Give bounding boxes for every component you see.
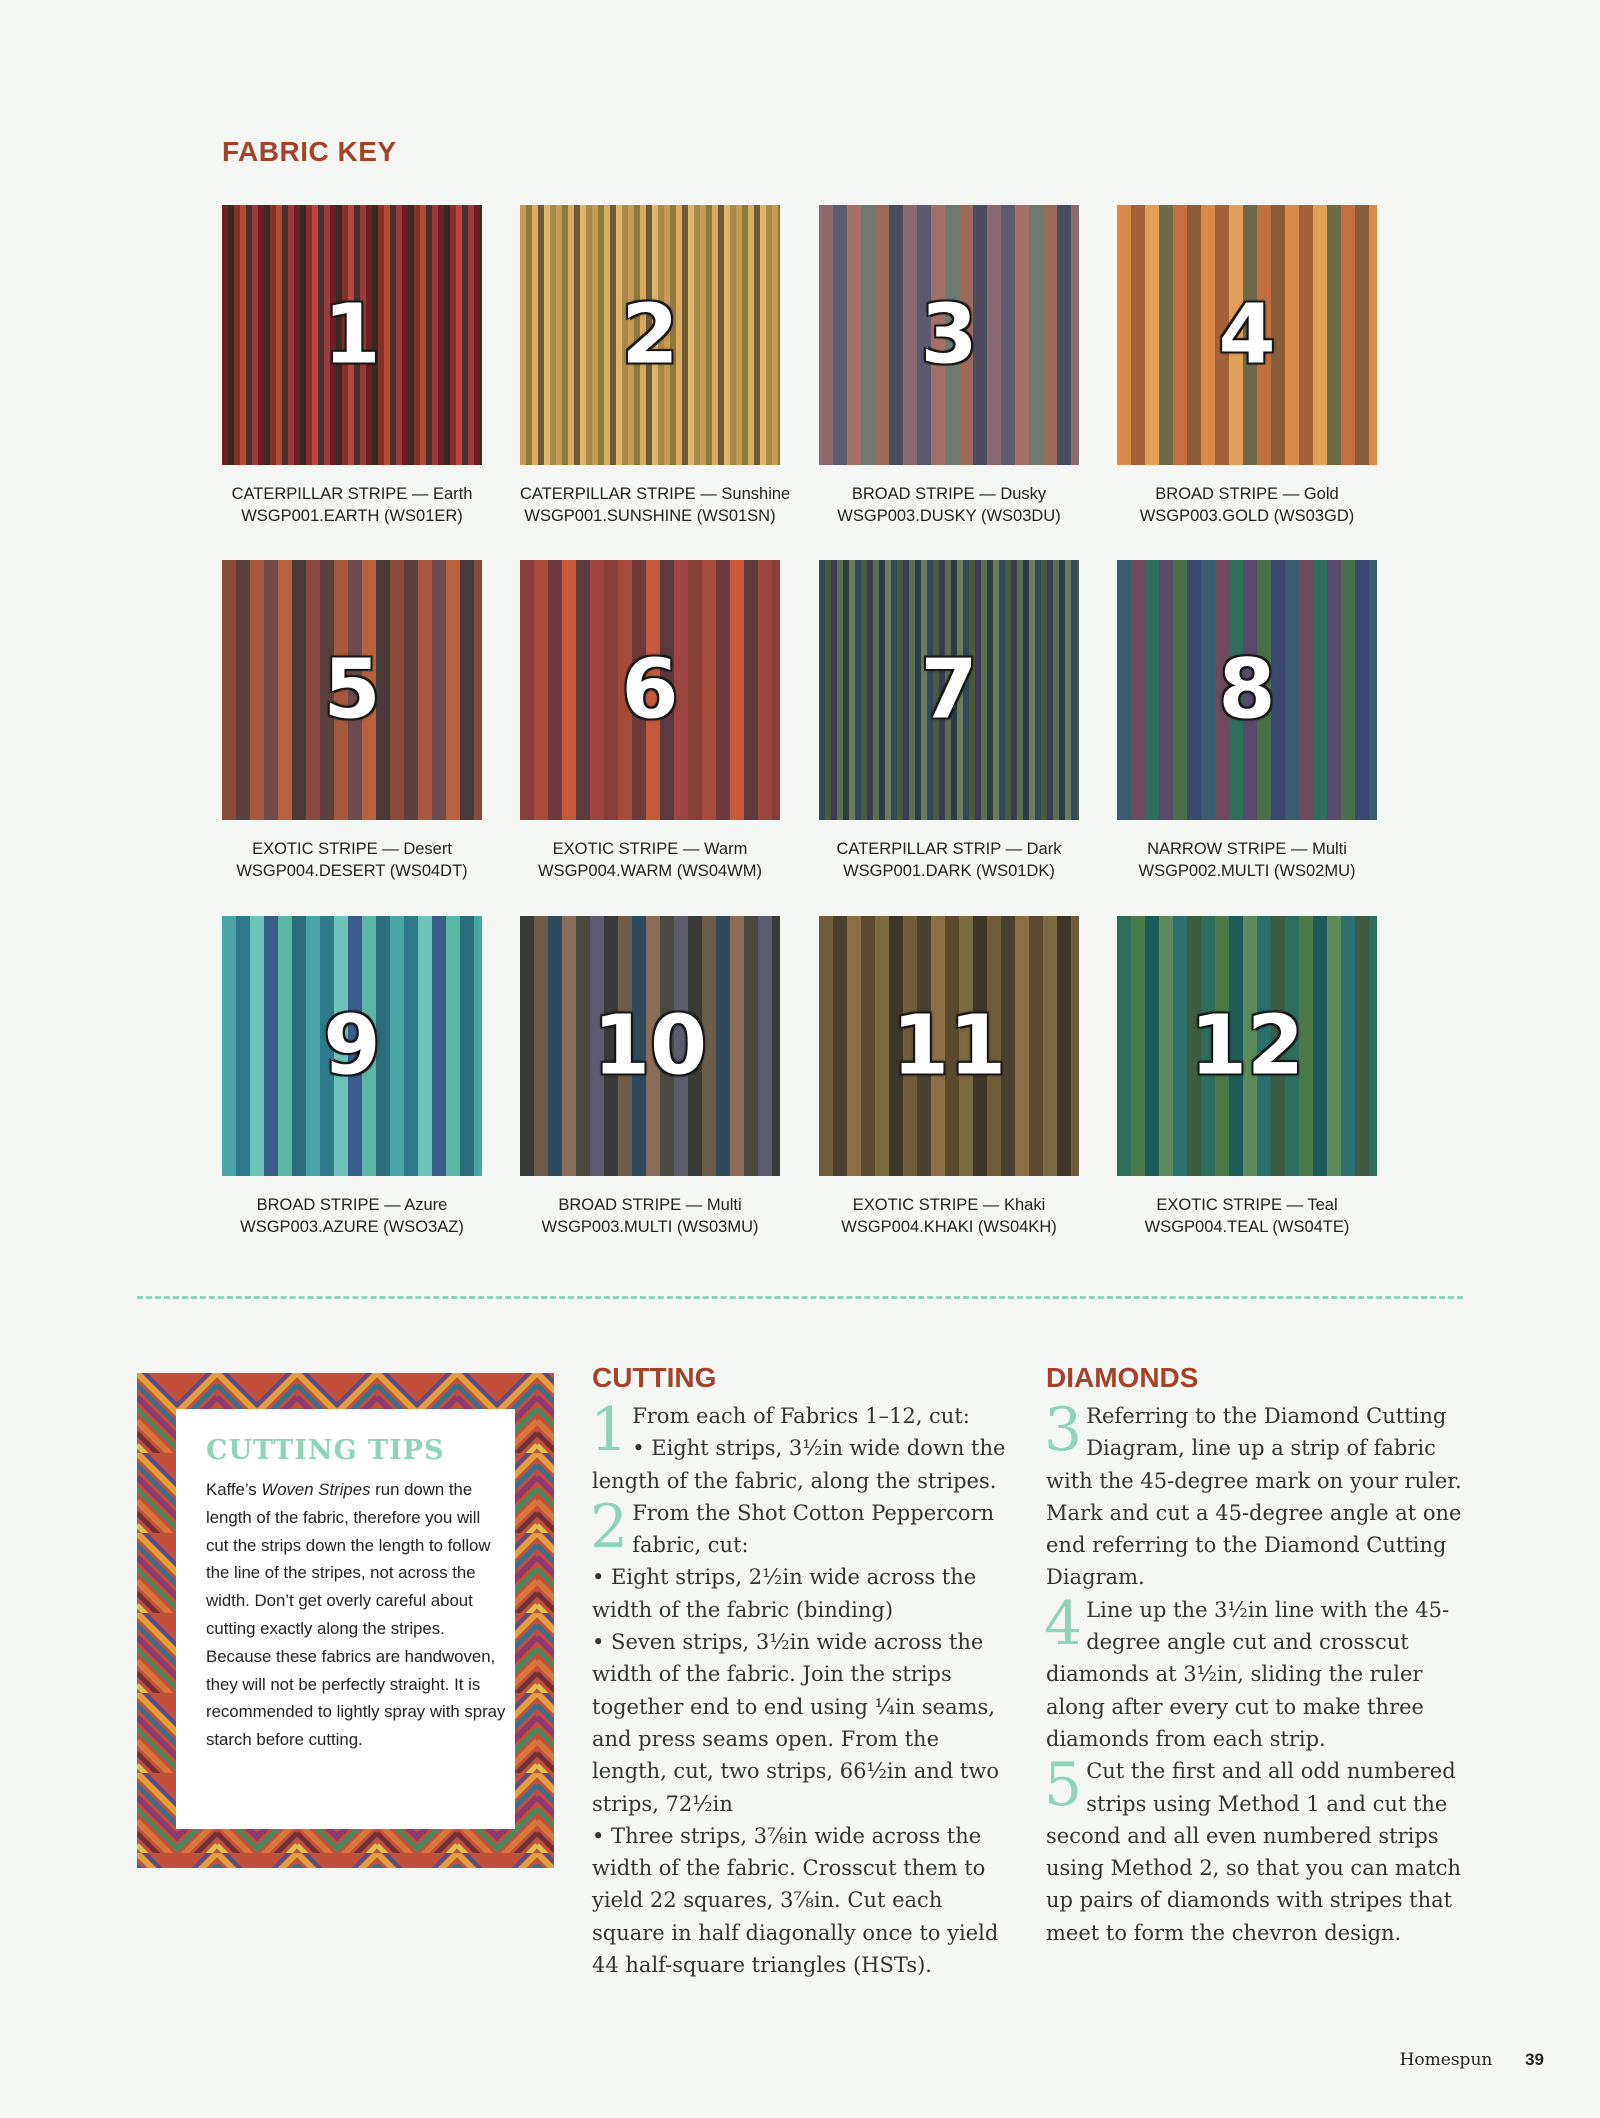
fabric-caption <box>520 838 780 882</box>
fabric-name: EXOTIC STRIPE — Teal <box>1156 1196 1338 1214</box>
fabric-caption <box>222 483 482 527</box>
fabric-code: WSGP003.GOLD (WS03GD) <box>1139 507 1355 525</box>
fabric-name: NARROW STRIPE — Multi <box>1147 840 1347 858</box>
fabric-name: CATERPILLAR STRIPE — Sunshine <box>520 485 791 503</box>
step-number-3: 3 <box>1044 1395 1083 1465</box>
diamonds-step-3: 3 Referring to the Diamond Cutting Diagram, line up a strip of fabric with the 45-degree mark on your ruler. Mark and cut a 45-degree angle at one end referring to the Diamond Cutting Diagram. <box>1044 1395 1462 1590</box>
diamonds-step-5: 5 Cut the first and all odd numbered strips using Method 1 and cut the second and all even numbered strips using Method 2, so that you can match up pairs of diamonds with stripes that meet to form the chevron design. <box>1044 1750 1462 1945</box>
fabric-code: WSGP001.SUNSHINE (WS01SN) <box>524 507 776 525</box>
fabric-number: 2 <box>621 287 679 383</box>
fabric-caption <box>222 838 482 882</box>
fabric-caption <box>520 1194 780 1238</box>
magazine-name: Homespun <box>1399 2050 1493 2070</box>
fabric-code: WSGP004.WARM (WS04WM) <box>538 862 762 880</box>
fabric-card-3 <box>819 205 1079 527</box>
fabric-swatch <box>222 560 482 820</box>
step-number-2: 2 <box>590 1491 629 1562</box>
fabric-number: 4 <box>1218 287 1276 383</box>
fabric-code: WSGP003.AZURE (WSO3AZ) <box>240 1218 464 1236</box>
fabric-card-12 <box>1117 916 1377 1238</box>
step-number-1: 1 <box>590 1395 629 1465</box>
fabric-name: EXOTIC STRIPE — Desert <box>252 840 452 858</box>
fabric-caption <box>819 483 1079 527</box>
fabric-code: WSGP004.KHAKI (WS04KH) <box>841 1218 1057 1236</box>
fabric-number: 5 <box>323 642 381 738</box>
cutting-step-1: 1 From each of Fabrics 1–12, cut: • Eight strips, 3½in wide down the length of the fabric, along the stripes. <box>590 1395 1006 1493</box>
fabric-code: WSGP001.DARK (WS01DK) <box>843 862 1055 880</box>
cutting-title: CUTTING <box>592 1362 717 1393</box>
fabric-number: 3 <box>920 287 978 383</box>
fabric-name: BROAD STRIPE — Dusky <box>851 485 1047 503</box>
fabric-card-5 <box>222 560 482 882</box>
fabric-card-7 <box>819 560 1079 882</box>
fabric-swatch <box>520 560 780 820</box>
step-number-4: 4 <box>1044 1588 1083 1659</box>
fabric-number: 8 <box>1218 642 1276 738</box>
fabric-number: 1 <box>323 287 381 383</box>
cutting-step-2: 2 From the Shot Cotton Peppercorn fabric, cut: <box>590 1491 995 1562</box>
fabric-number: 6 <box>621 642 679 738</box>
fabric-card-4 <box>1117 205 1377 527</box>
cutting-column <box>592 1362 1012 1981</box>
fabric-key-title: FABRIC KEY <box>222 136 397 167</box>
fabric-number: 9 <box>323 998 381 1094</box>
page-footer <box>1400 2050 1544 2070</box>
fabric-swatch <box>520 205 780 465</box>
fabric-caption <box>520 483 791 527</box>
cutting-tips-panel <box>176 1409 515 1829</box>
fabric-code: WSGP004.DESERT (WS04DT) <box>236 862 468 880</box>
fabric-name: CATERPILLAR STRIP — Dark <box>836 840 1062 858</box>
fabric-card-8 <box>1117 560 1377 882</box>
fabric-code: WSGP003.DUSKY (WS03DU) <box>837 507 1061 525</box>
fabric-card-9 <box>222 916 482 1238</box>
cutting-tips-box <box>137 1373 554 1868</box>
fabric-code: WSGP002.MULTI (WS02MU) <box>1138 862 1356 880</box>
fabric-caption <box>1117 1194 1377 1238</box>
cutting-step-2-bullet-3: • Three strips, 3⅞in wide across the width of the fabric. Crosscut them to yield 22 squares, 3⅞in. Cut each square in half diagonally once to yield 44 half-square triangles (HSTs). <box>592 1823 999 1978</box>
cutting-step-2-bullet-2: • Seven strips, 3½in wide across the width of the fabric. Join the strips together end to end using ¼in seams, and press seams open. From the length, cut, two strips, 66½in and two strips, 72½in <box>592 1630 999 1816</box>
fabric-code: WSGP004.TEAL (WS04TE) <box>1144 1218 1350 1236</box>
fabric-caption <box>819 1194 1079 1238</box>
fabric-name: EXOTIC STRIPE — Khaki <box>852 1196 1046 1214</box>
fabric-swatch <box>520 916 780 1176</box>
fabric-name: CATERPILLAR STRIPE — Earth <box>231 485 473 503</box>
fabric-number: 12 <box>1189 998 1305 1094</box>
fabric-code: WSGP001.EARTH (WS01ER) <box>241 507 463 525</box>
fabric-number: 10 <box>592 998 708 1094</box>
diamonds-column <box>1046 1362 1466 1949</box>
cutting-tips-title: CUTTING TIPS <box>206 1435 445 1466</box>
fabric-swatch <box>222 205 482 465</box>
fabric-caption <box>1117 483 1377 527</box>
fabric-card-2 <box>520 205 791 527</box>
fabric-swatch <box>1117 205 1377 465</box>
fabric-swatch <box>222 916 482 1176</box>
cutting-tips-text: Kaffe’s Woven Stripes run down the length of the fabric, therefore you will cut the strips down the length to follow the line of the stripes, not across the width. Don’t get overly careful about cutting exactly along the stripes. Because these fabrics are handwoven, they will not be perfectly straight. It is recommended to lightly spray with spray starch before cutting. <box>206 1480 506 1750</box>
fabric-number: 11 <box>891 998 1007 1094</box>
diamonds-step-4: 4 Line up the 3½in line with the 45-degree angle cut and crosscut diamonds at 3½in, sliding the ruler along after every cut to make three diamonds from each strip. <box>1044 1588 1450 1751</box>
page-number: 39 <box>1525 2050 1544 2069</box>
fabric-swatch <box>819 205 1079 465</box>
cutting-step-2-bullet-1: • Eight strips, 2½in wide across the width of the fabric (binding) <box>592 1565 977 1622</box>
fabric-swatch <box>819 560 1079 820</box>
fabric-swatch <box>819 916 1079 1176</box>
fabric-swatch <box>1117 560 1377 820</box>
fabric-caption <box>1117 838 1377 882</box>
fabric-card-6 <box>520 560 780 882</box>
fabric-code: WSGP003.MULTI (WS03MU) <box>541 1218 759 1236</box>
fabric-name: BROAD STRIPE — Gold <box>1155 485 1339 503</box>
fabric-card-11 <box>819 916 1079 1238</box>
fabric-name: EXOTIC STRIPE — Warm <box>552 840 748 858</box>
dashed-divider <box>137 1296 1463 1299</box>
fabric-card-1 <box>222 205 482 527</box>
fabric-name: BROAD STRIPE — Multi <box>558 1196 742 1214</box>
fabric-card-10 <box>520 916 780 1238</box>
diamonds-title: DIAMONDS <box>1046 1362 1199 1393</box>
fabric-name: BROAD STRIPE — Azure <box>256 1196 448 1214</box>
step-number-5: 5 <box>1044 1750 1083 1821</box>
fabric-caption <box>819 838 1079 882</box>
fabric-number: 7 <box>920 642 978 738</box>
fabric-caption <box>222 1194 482 1238</box>
fabric-swatch <box>1117 916 1377 1176</box>
